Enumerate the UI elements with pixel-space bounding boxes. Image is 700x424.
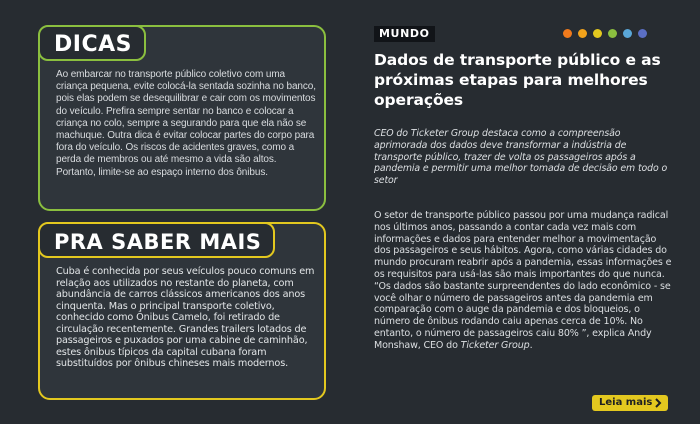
dicas-title: DICAS [38, 25, 146, 61]
color-dot [563, 29, 572, 38]
pra-saber-mais-box [38, 222, 326, 400]
color-dot [623, 29, 632, 38]
pra-saber-mais-text: Cuba é conhecida por seus veículos pouco comuns em relação aos utilizados no restante do planeta, com abundância de carros clássicos americanos dos anos cinquenta. Mas o principal transporte coletivo, conhecido como Ônibus Camelo, foi retirado de circulação recentemente. Grandes trailers lotados de passageiros e puxados por uma cabine de caminhão, estes ônibus típicos da capital cubana foram substituídos por ônibus chineses mais modernos. [56, 266, 315, 369]
color-dots [563, 29, 647, 39]
read-more-button[interactable] [592, 395, 668, 411]
article-body-company: Ticketer Group [460, 339, 530, 351]
article-lead: CEO do Ticketer Group destaca como a compreensão aprimorada dos dados deve transformar a indústria de transporte público, trazer de volta os passageiros após a pandemia e permitir uma melhor tomada de decisão em todo o setor [374, 128, 668, 187]
section-badge: MUNDO [374, 26, 435, 42]
color-dot [638, 29, 647, 38]
article-body-main: O setor de transporte público passou por uma mudança radical nos últimos anos, passando a contar cada vez mais com informações e dados para entender melhor a movimentação dos passageiros e seus hábitos. Agora, como várias cidades do mundo procuram reabrir após a pandemia, essas informações e os requisitos para usá-las são mais importantes do que nunca. “Os dados são bastante surpreendentes do lado econômico - se você olhar o número de passageiros antes da pandemia em comparação com o auge da pandemia e dos bloqueios, o número de ônibus rodando caiu apenas cerca de 10%. No entanto, o número de passageiros caiu 80% ”, explica Andy Monshaw, CEO do [374, 210, 672, 351]
pra-saber-mais-title: PRA SABER MAIS [38, 222, 275, 258]
chevron-right-icon [654, 398, 662, 408]
article-body-end: . [529, 339, 533, 351]
color-dot [578, 29, 587, 38]
article-body [374, 210, 674, 352]
article-headline: Dados de transporte público e as próximas etapas para melhores operações [374, 51, 661, 109]
dicas-text: Ao embarcar no transporte público coletivo com uma criança pequena, evite colocá-la sentada sozinha no banco, pois elas podem se desequilibrar e cair com os movimentos do veículo. Prefira sempre sentar no banco e colocar a criança no colo, sempre a segurando para que ela não se machuque. Outra dica é evitar colocar partes do corpo para fora do veículo. Os riscos de acidentes graves, como a perda de membros ou até mesmo a vida são altos. Portanto, limite-se ao espaço interno dos ônibus. [56, 69, 316, 178]
color-dot [608, 29, 617, 38]
dicas-box [38, 25, 326, 211]
color-dot [593, 29, 602, 38]
read-more-label: Leia mais [599, 397, 653, 408]
